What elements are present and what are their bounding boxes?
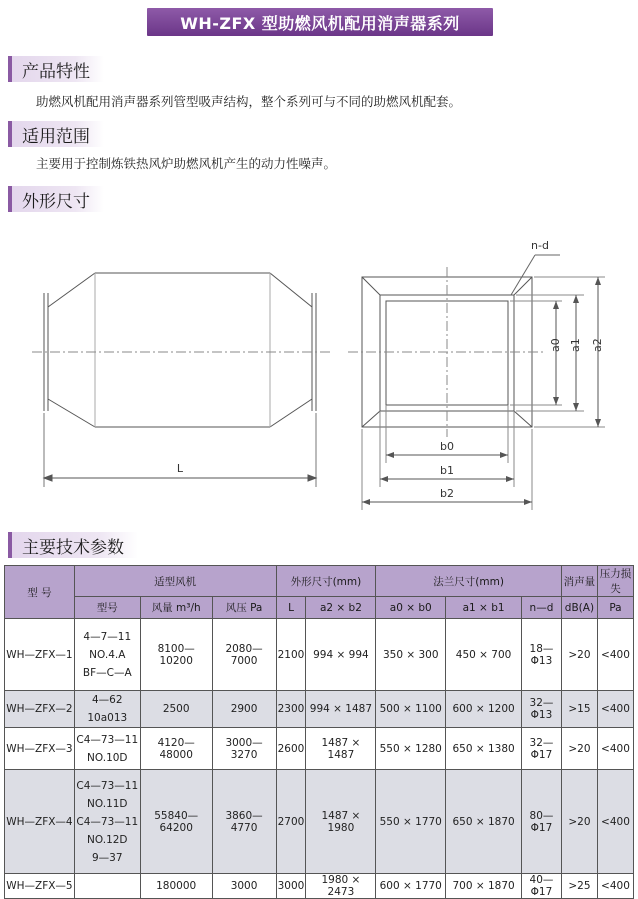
cell-nd: 80—Φ17	[522, 770, 562, 874]
cell-a2b2: 1980 × 2473	[306, 874, 376, 899]
cell-a1b1: 450 × 700	[446, 619, 522, 691]
th-airflow: 风量 m³/h	[140, 597, 212, 619]
table-row	[5, 770, 634, 874]
th-noise: 消声量	[561, 566, 597, 597]
fan-model-line: 9—37	[92, 851, 123, 864]
cell-a2b2: 994 × 994	[306, 619, 376, 691]
page-title: WH-ZFX 型助燃风机配用消声器系列	[147, 8, 493, 36]
th-pressure: 风压 Pa	[212, 597, 276, 619]
cell-loss: <400	[597, 619, 633, 691]
fan-model-line: C4—73—11	[76, 733, 139, 746]
cell-L: 2600	[276, 728, 306, 770]
fan-model-line: 4—62	[92, 694, 123, 706]
cell-a0b0: 550 × 1770	[376, 770, 446, 874]
heading-accent-bar	[8, 532, 12, 558]
table-row	[5, 874, 634, 899]
dim-label-b2: b2	[440, 487, 454, 500]
heading-accent-bar	[8, 56, 12, 82]
cell-fan-model	[74, 619, 140, 691]
heading-label: 适用范围	[22, 126, 90, 147]
fan-model-line: NO.12D	[87, 833, 128, 846]
cell-airflow: 2500	[140, 691, 212, 728]
cell-noise: >15	[561, 691, 597, 728]
dim-label-a2: a2	[591, 338, 604, 352]
th-outer: 外形尺寸(mm)	[276, 566, 376, 597]
dim-label-b1: b1	[440, 464, 454, 477]
cell-a1b1: 600 × 1200	[446, 691, 522, 728]
cell-airflow: 8100—10200	[140, 619, 212, 691]
cell-airflow: 4120—48000	[140, 728, 212, 770]
cell-L: 2100	[276, 619, 306, 691]
cell-model: WH—ZFX—3	[5, 728, 75, 770]
dim-label-b0: b0	[440, 440, 454, 453]
th-noise-unit: dB(A)	[561, 597, 597, 619]
front-view	[348, 255, 605, 510]
cell-L: 2300	[276, 691, 306, 728]
cell-airflow: 180000	[140, 874, 212, 899]
dim-label-L: L	[176, 462, 184, 475]
cell-fan-model	[74, 691, 140, 728]
cell-L: 2700	[276, 770, 306, 874]
fan-model-line: BF—C—A	[82, 666, 132, 679]
cell-a1b1: 650 × 1380	[446, 728, 522, 770]
heading-accent-bar	[8, 121, 12, 147]
cell-pressure: 3000—3270	[212, 728, 276, 770]
cell-nd: 18—Φ13	[522, 619, 562, 691]
fan-model-line: C4—73—11	[76, 779, 139, 792]
cell-loss: <400	[597, 874, 633, 899]
fan-model-line: NO.4.A	[89, 648, 126, 661]
fan-model-line: NO.10D	[87, 751, 128, 764]
cell-nd: 40—Φ17	[522, 874, 562, 899]
section-heading-params	[8, 532, 138, 558]
dim-label-a0: a0	[549, 338, 562, 352]
table-header-row	[5, 566, 634, 597]
table-row	[5, 728, 634, 770]
cell-pressure: 2900	[212, 691, 276, 728]
cell-loss: <400	[597, 728, 633, 770]
dim-label-a1: a1	[569, 338, 582, 352]
cell-model: WH—ZFX—2	[5, 691, 75, 728]
cell-nd: 32—Φ17	[522, 728, 562, 770]
cell-model: WH—ZFX—1	[5, 619, 75, 691]
scope-text: 主要用于控制炼铁热风炉助燃风机产生的动力性噪声。	[36, 156, 337, 171]
table-subheader-row	[5, 597, 634, 619]
side-view	[32, 273, 330, 487]
th-model: 型 号	[5, 566, 75, 619]
dimension-arrows	[362, 277, 601, 505]
heading-accent-bar	[8, 186, 12, 212]
th-a2b2: a2 × b2	[306, 597, 376, 619]
cell-a1b1: 650 × 1870	[446, 770, 522, 874]
cell-pressure: 3000	[212, 874, 276, 899]
cell-airflow: 55840—64200	[140, 770, 212, 874]
features-text: 助燃风机配用消声器系列管型吸声结构，整个系列可与不同的助燃风机配套。	[36, 94, 462, 109]
cell-fan-model	[74, 874, 140, 899]
cell-a0b0: 500 × 1100	[376, 691, 446, 728]
cell-L: 3000	[276, 874, 306, 899]
table-row	[5, 619, 634, 691]
fan-model-line: C4—73—11	[76, 815, 139, 828]
table-row	[5, 691, 634, 728]
cell-model: WH—ZFX—4	[5, 770, 75, 874]
dimension-drawing	[0, 225, 638, 515]
cell-noise: >20	[561, 770, 597, 874]
th-fan: 适型风机	[74, 566, 276, 597]
cell-noise: >20	[561, 619, 597, 691]
cell-loss: <400	[597, 691, 633, 728]
th-L: L	[276, 597, 306, 619]
cell-noise: >20	[561, 728, 597, 770]
heading-label: 主要技术参数	[22, 537, 124, 558]
spec-table	[4, 565, 634, 899]
fan-model-line: 4—7—11	[83, 630, 132, 643]
th-loss-unit: Pa	[597, 597, 633, 619]
dim-label-nd: n-d	[531, 239, 549, 252]
cell-a2b2: 994 × 1487	[306, 691, 376, 728]
th-flange: 法兰尺寸(mm)	[376, 566, 562, 597]
th-a0b0: a0 × b0	[376, 597, 446, 619]
th-a1b1: a1 × b1	[446, 597, 522, 619]
cell-nd: 32—Φ13	[522, 691, 562, 728]
cell-a1b1: 700 × 1870	[446, 874, 522, 899]
cell-fan-model	[74, 770, 140, 874]
cell-a0b0: 350 × 300	[376, 619, 446, 691]
section-heading-features	[8, 56, 104, 82]
th-loss: 压力损失	[597, 566, 633, 597]
cell-fan-model	[74, 728, 140, 770]
cell-a2b2: 1487 × 1487	[306, 728, 376, 770]
cell-a0b0: 600 × 1770	[376, 874, 446, 899]
cell-pressure: 2080—7000	[212, 619, 276, 691]
cell-pressure: 3860—4770	[212, 770, 276, 874]
heading-label: 产品特性	[22, 61, 90, 82]
th-fan-model: 型号	[74, 597, 140, 619]
cell-a0b0: 550 × 1280	[376, 728, 446, 770]
cell-loss: <400	[597, 770, 633, 874]
section-heading-dimensions	[8, 186, 104, 212]
heading-label: 外形尺寸	[22, 191, 90, 212]
fan-model-line: NO.11D	[87, 797, 128, 810]
cell-model: WH—ZFX—5	[5, 874, 75, 899]
section-heading-scope	[8, 121, 104, 147]
cell-a2b2: 1487 × 1980	[306, 770, 376, 874]
cell-noise: >25	[561, 874, 597, 899]
fan-model-line: 10a013	[87, 712, 128, 724]
th-nd: n—d	[522, 597, 562, 619]
